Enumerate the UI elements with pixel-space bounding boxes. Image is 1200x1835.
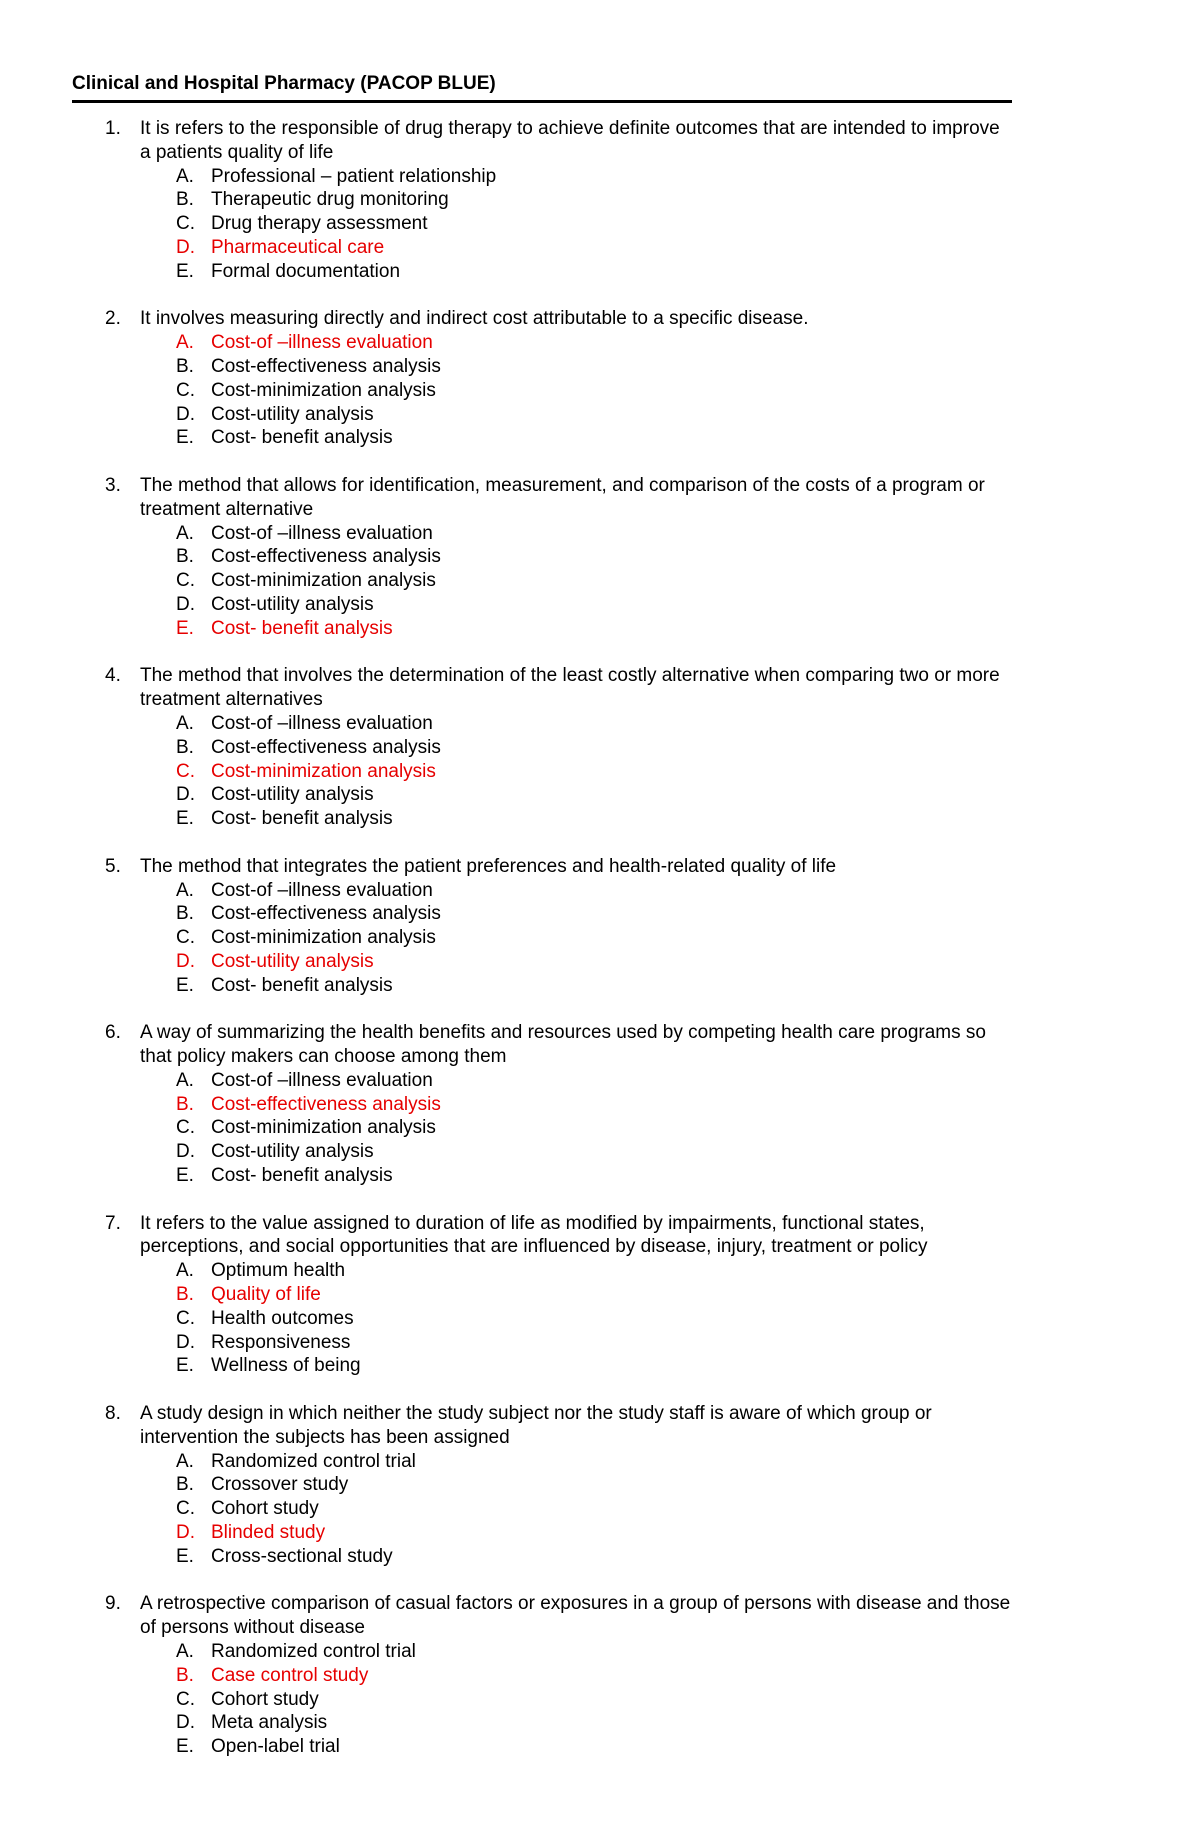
choice-item xyxy=(176,1711,1012,1735)
question-text: It is refers to the responsible of drug therapy to achieve definite outcomes that are intended to improve a patients quality of life xyxy=(140,118,1000,163)
document-title: Clinical and Hospital Pharmacy (PACOP BLUE) xyxy=(72,72,1012,103)
choice-item xyxy=(176,1259,1012,1283)
choice-text: Cost- benefit analysis xyxy=(211,617,393,639)
question-number: 2. xyxy=(105,308,121,330)
choice-item xyxy=(176,212,1012,236)
question-text: The method that allows for identification, measurement, and comparison of the costs of a program or treatment alternative xyxy=(140,474,985,520)
question-number: 8. xyxy=(105,1403,121,1425)
choice-list xyxy=(140,1450,1012,1569)
choice-letter: D. xyxy=(176,784,195,806)
choice-text: Cost-effectiveness analysis xyxy=(211,1093,441,1115)
choice-letter: D. xyxy=(176,1712,195,1734)
choice-text: Crossover study xyxy=(211,1474,349,1496)
choice-letter: A. xyxy=(176,879,194,901)
choice-text: Cross-sectional study xyxy=(211,1545,393,1567)
choice-text: Pharmaceutical care xyxy=(211,236,385,258)
choice-text: Cost-minimization analysis xyxy=(211,927,436,949)
question-item xyxy=(72,1592,1012,1759)
question-number: 4. xyxy=(105,665,121,687)
choice-letter: D. xyxy=(176,593,195,615)
question-item xyxy=(72,1402,1012,1569)
choice-text: Open-label trial xyxy=(211,1736,340,1758)
choice-item xyxy=(176,593,1012,617)
choice-letter: C. xyxy=(176,379,195,401)
choice-letter: E. xyxy=(176,260,194,282)
choice-letter: A. xyxy=(176,712,194,734)
choice-text: Cost-utility analysis xyxy=(211,950,374,972)
choice-item xyxy=(176,902,1012,926)
choice-letter: B. xyxy=(176,1664,194,1686)
choice-text: Cost-minimization analysis xyxy=(211,1117,436,1139)
choice-letter: A. xyxy=(176,522,194,544)
choice-list xyxy=(140,1640,1012,1759)
choice-text: Meta analysis xyxy=(211,1712,328,1734)
document-page xyxy=(72,72,1012,1783)
choice-text: Cohort study xyxy=(211,1498,319,1520)
choice-item xyxy=(176,260,1012,284)
choice-text: Cost- benefit analysis xyxy=(211,808,393,830)
choice-item xyxy=(176,355,1012,379)
choice-letter: E. xyxy=(176,427,194,449)
choice-letter: C. xyxy=(176,1117,195,1139)
choice-text: Cohort study xyxy=(211,1688,319,1710)
choice-item xyxy=(176,1450,1012,1474)
choice-list xyxy=(140,165,1012,284)
question-item xyxy=(72,855,1012,998)
choice-text: Cost-effectiveness analysis xyxy=(211,355,441,377)
choice-text: Formal documentation xyxy=(211,260,401,282)
question-item xyxy=(72,117,1012,284)
choice-letter: C. xyxy=(176,760,195,782)
choice-item xyxy=(176,1735,1012,1759)
choice-list xyxy=(140,1259,1012,1378)
choice-letter: A. xyxy=(176,1069,194,1091)
choice-letter: C. xyxy=(176,1498,195,1520)
choice-text: Cost-of –illness evaluation xyxy=(211,522,433,544)
choice-text: Blinded study xyxy=(211,1522,326,1544)
choice-letter: D. xyxy=(176,403,195,425)
choice-item-correct xyxy=(176,1521,1012,1545)
choice-letter: E. xyxy=(176,1736,194,1758)
choice-letter: C. xyxy=(176,927,195,949)
choice-letter: B. xyxy=(176,355,194,377)
choice-item-correct xyxy=(176,331,1012,355)
question-number: 3. xyxy=(105,474,121,496)
choice-list xyxy=(140,1069,1012,1188)
choice-item-correct xyxy=(176,760,1012,784)
choice-letter: E. xyxy=(176,1165,194,1187)
choice-item xyxy=(176,1688,1012,1712)
choice-letter: D. xyxy=(176,1141,195,1163)
choice-item xyxy=(176,403,1012,427)
question-number: 5. xyxy=(105,855,121,877)
choice-text: Cost-of –illness evaluation xyxy=(211,1069,433,1091)
choice-letter: E. xyxy=(176,1545,194,1567)
choice-letter: B. xyxy=(176,546,194,568)
question-number: 9. xyxy=(105,1593,121,1615)
choice-text: Cost- benefit analysis xyxy=(211,427,393,449)
choice-letter: A. xyxy=(176,1260,194,1282)
choice-letter: C. xyxy=(176,213,195,235)
choice-letter: C. xyxy=(176,1688,195,1710)
choice-text: Therapeutic drug monitoring xyxy=(211,189,449,211)
choice-item xyxy=(176,569,1012,593)
choice-text: Cost- benefit analysis xyxy=(211,974,393,996)
choice-item xyxy=(176,545,1012,569)
choice-item xyxy=(176,165,1012,189)
choice-letter: A. xyxy=(176,165,194,187)
choice-letter: B. xyxy=(176,189,194,211)
choice-letter: B. xyxy=(176,736,194,758)
question-list xyxy=(72,117,1012,1759)
choice-item-correct xyxy=(176,950,1012,974)
choice-text: Cost-utility analysis xyxy=(211,784,374,806)
choice-text: Cost-effectiveness analysis xyxy=(211,546,441,568)
question-item xyxy=(72,1212,1012,1379)
choice-letter: D. xyxy=(176,1331,195,1353)
choice-item-correct xyxy=(176,617,1012,641)
question-item xyxy=(72,307,1012,450)
choice-letter: C. xyxy=(176,570,195,592)
question-text: The method that integrates the patient preferences and health-related quality of life xyxy=(140,855,837,877)
choice-letter: E. xyxy=(176,808,194,830)
choice-item xyxy=(176,807,1012,831)
question-number: 7. xyxy=(105,1212,121,1234)
choice-item xyxy=(176,1116,1012,1140)
choice-letter: B. xyxy=(176,1284,194,1306)
choice-text: Optimum health xyxy=(211,1260,346,1282)
choice-list xyxy=(140,712,1012,831)
choice-text: Randomized control trial xyxy=(211,1641,416,1662)
choice-text: Cost-utility analysis xyxy=(211,1141,374,1163)
choice-item xyxy=(176,426,1012,450)
choice-item xyxy=(176,379,1012,403)
choice-item xyxy=(176,926,1012,950)
question-item xyxy=(72,474,1012,641)
choice-letter: E. xyxy=(176,974,194,996)
choice-item xyxy=(176,1164,1012,1188)
choice-text: Cost-minimization analysis xyxy=(211,570,436,592)
choice-text: Cost-utility analysis xyxy=(211,403,374,425)
choice-list xyxy=(140,879,1012,998)
choice-item xyxy=(176,974,1012,998)
choice-text: Professional – patient relationship xyxy=(211,165,497,187)
choice-letter: B. xyxy=(176,1093,194,1115)
choice-letter: D. xyxy=(176,236,195,258)
choice-item xyxy=(176,1069,1012,1093)
choice-item xyxy=(176,1307,1012,1331)
question-item xyxy=(72,664,1012,831)
choice-item xyxy=(176,1473,1012,1497)
choice-item-correct xyxy=(176,236,1012,260)
choice-text: Cost-of –illness evaluation xyxy=(211,879,433,901)
question-text: It refers to the value assigned to duration of life as modified by impairments, functional states, perceptions, and social opportunities that are influenced by disease, injury, treatment or policy xyxy=(140,1212,928,1258)
choice-item xyxy=(176,1545,1012,1569)
choice-list xyxy=(140,522,1012,641)
choice-list xyxy=(140,331,1012,450)
choice-letter: D. xyxy=(176,1522,195,1544)
question-text: It involves measuring directly and indirect cost attributable to a specific disease. xyxy=(140,308,809,330)
choice-item xyxy=(176,1140,1012,1164)
choice-letter: C. xyxy=(176,1307,195,1329)
choice-item xyxy=(176,1354,1012,1378)
choice-text: Drug therapy assessment xyxy=(211,213,428,235)
choice-text: Cost-of –illness evaluation xyxy=(211,332,433,354)
choice-text: Cost-minimization analysis xyxy=(211,379,436,401)
choice-text: Cost-utility analysis xyxy=(211,593,374,615)
choice-letter: B. xyxy=(176,903,194,925)
choice-letter: D. xyxy=(176,950,195,972)
choice-letter: E. xyxy=(176,1355,194,1377)
choice-item xyxy=(176,736,1012,760)
choice-item xyxy=(176,879,1012,903)
choice-text: Cost-effectiveness analysis xyxy=(211,736,441,758)
choice-item-correct xyxy=(176,1283,1012,1307)
choice-item xyxy=(176,783,1012,807)
choice-text: Cost-effectiveness analysis xyxy=(211,903,441,925)
choice-letter: A. xyxy=(176,332,194,354)
choice-item xyxy=(176,1640,1012,1664)
choice-text: Cost- benefit analysis xyxy=(211,1165,393,1187)
choice-item xyxy=(176,712,1012,736)
question-number: 1. xyxy=(105,118,121,139)
choice-item xyxy=(176,1497,1012,1521)
question-item xyxy=(72,1021,1012,1188)
choice-letter: A. xyxy=(176,1641,194,1662)
choice-text: Responsiveness xyxy=(211,1331,351,1353)
choice-letter: E. xyxy=(176,617,194,639)
choice-letter: A. xyxy=(176,1450,194,1472)
choice-text: Randomized control trial xyxy=(211,1450,416,1472)
choice-item xyxy=(176,1331,1012,1355)
choice-item-correct xyxy=(176,1093,1012,1117)
choice-text: Wellness of being xyxy=(211,1355,361,1377)
choice-item xyxy=(176,522,1012,546)
question-text: A way of summarizing the health benefits and resources used by competing health care programs so that policy makers can choose among them xyxy=(140,1022,986,1068)
choice-text: Case control study xyxy=(211,1664,369,1686)
question-text: The method that involves the determination of the least costly alternative when comparing two or more treatment alternatives xyxy=(140,665,1000,711)
choice-letter: B. xyxy=(176,1474,194,1496)
choice-item xyxy=(176,188,1012,212)
choice-text: Cost-of –illness evaluation xyxy=(211,712,433,734)
choice-item-correct xyxy=(176,1664,1012,1688)
choice-text: Health outcomes xyxy=(211,1307,354,1329)
choice-text: Cost-minimization analysis xyxy=(211,760,436,782)
question-text: A retrospective comparison of casual factors or exposures in a group of persons with disease and those of persons without disease xyxy=(140,1593,1011,1639)
choice-text: Quality of life xyxy=(211,1284,321,1306)
question-number: 6. xyxy=(105,1022,121,1044)
question-text: A study design in which neither the study subject nor the study staff is aware of which group or intervention the subjects has been assigned xyxy=(140,1403,932,1448)
